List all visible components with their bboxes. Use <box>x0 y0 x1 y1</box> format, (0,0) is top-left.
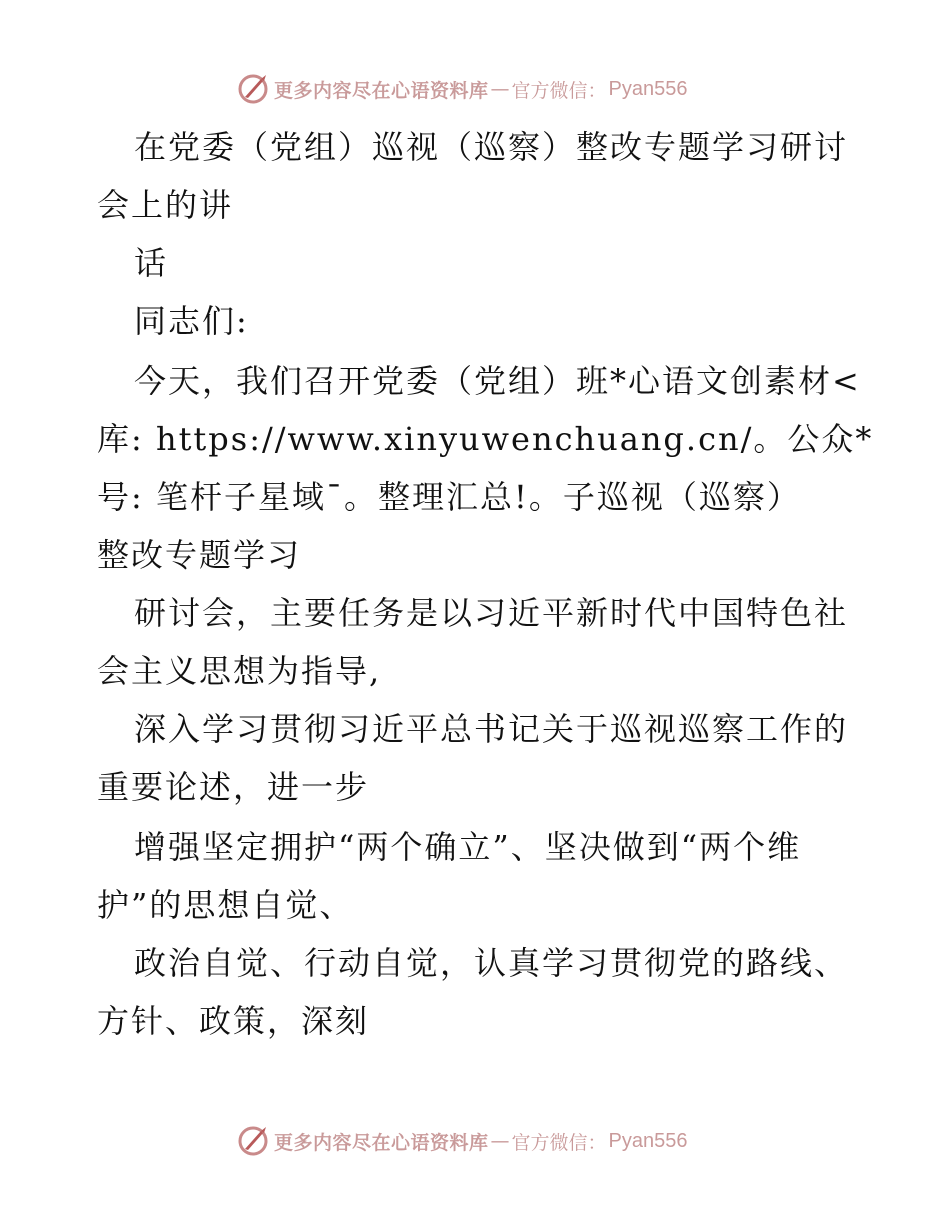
title-line-3: 话 <box>134 244 169 282</box>
title-line-2: 会上的讲 <box>97 186 234 224</box>
quill-logo-icon <box>236 72 270 106</box>
banner-text: 更多内容尽在心语资料库 <box>274 1131 489 1154</box>
banner-separator: — <box>490 1130 510 1152</box>
paragraph-line: 整改专题学习 <box>97 536 302 574</box>
paragraph-line: 重要论述，进一步 <box>97 768 370 806</box>
quill-logo-icon <box>236 1124 270 1158</box>
paragraph-line: 方针、政策，深刻 <box>97 1002 370 1040</box>
paragraph-line: 会主义思想为指导, <box>97 652 382 690</box>
paragraph-line: 护”的思想自觉、 <box>97 886 354 924</box>
banner-text: 更多内容尽在心语资料库 <box>274 79 489 102</box>
paragraph-line: 深入学习贯彻习近平总书记关于巡视巡察工作的 <box>134 710 849 748</box>
paragraph-line: 研讨会，主要任务是以习近平新时代中国特色社 <box>134 594 849 632</box>
banner-wechat-label: 官方微信： <box>511 1131 607 1154</box>
banner-separator: — <box>490 78 510 100</box>
footer-banner <box>236 1124 688 1158</box>
paragraph-line: 今天，我们召开党委（党组）班*心语文创素材< <box>134 362 861 400</box>
paragraph-line: 库: https://www.xinyuwenchuang.cn/。公众* <box>97 420 874 458</box>
banner-handle: Pyan556 <box>608 77 688 100</box>
salutation: 同志们: <box>134 302 249 340</box>
paragraph-line: 号: 笔杆子星域¯。整理汇总!。子巡视（巡察） <box>97 478 801 516</box>
paragraph-line: 增强坚定拥护“两个确立”、坚决做到“两个维 <box>134 828 802 866</box>
header-banner <box>236 72 688 106</box>
title-line-1: 在党委（党组）巡视（巡察）整改专题学习研讨 <box>134 128 849 166</box>
paragraph-line: 政治自觉、行动自觉，认真学习贯彻党的路线、 <box>134 944 849 982</box>
banner-handle: Pyan556 <box>608 1129 688 1152</box>
banner-wechat-label: 官方微信： <box>511 79 607 102</box>
